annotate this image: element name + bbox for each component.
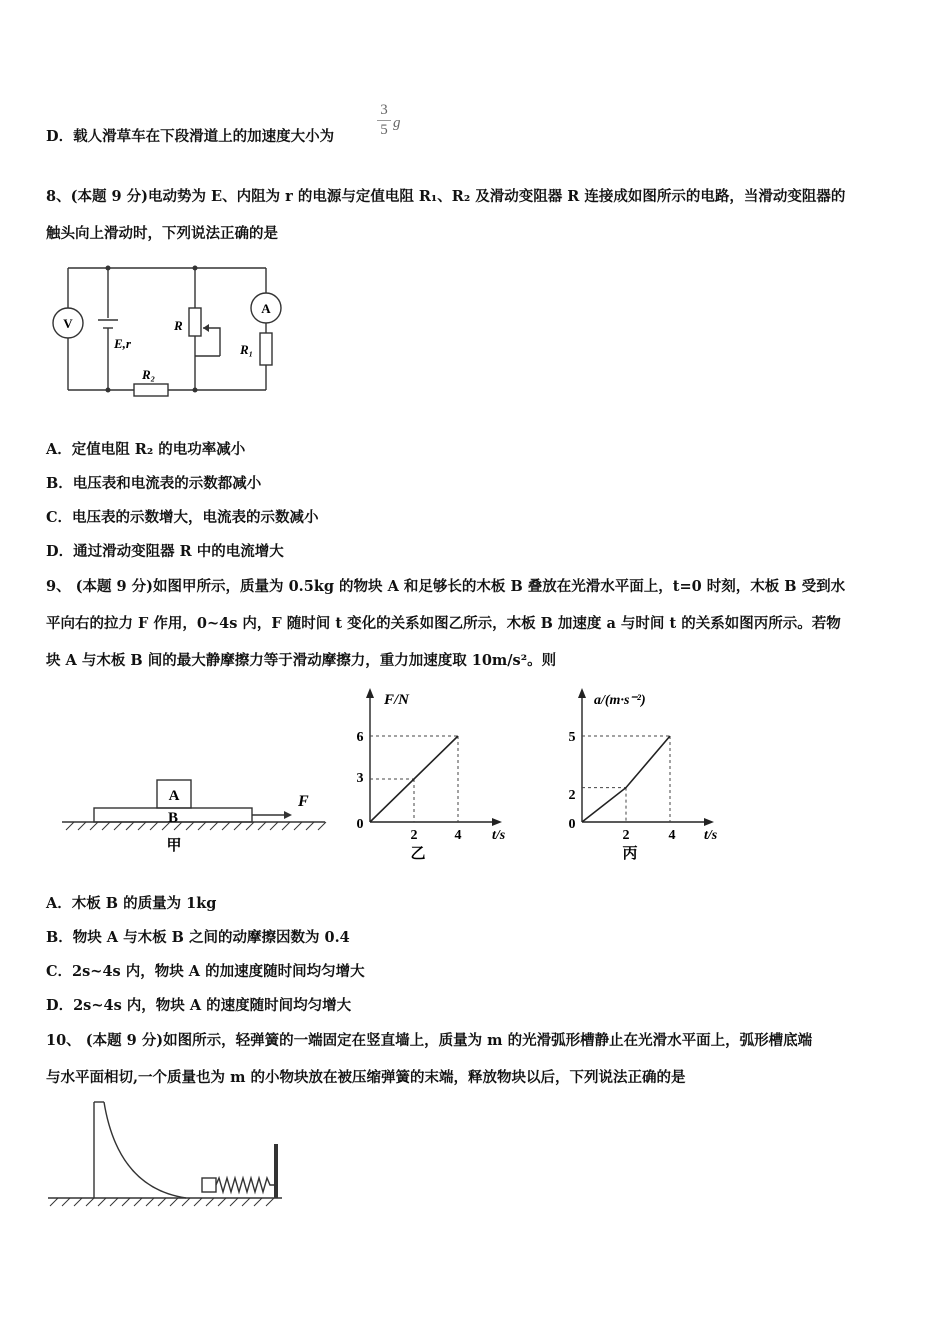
q9-figure-jia [60,770,330,860]
rheostat-label: R [174,318,183,333]
r1-label: R₁ [240,342,254,357]
q8-circuit-diagram [50,262,290,402]
fraction-variable: g [393,115,401,131]
q8-option-b: B．电压表和电流表的示数都减小 [46,475,262,492]
yi-ytick-6: 6 [356,730,364,745]
yi-xtick-2: 2 [410,828,418,843]
q9-stem-line3: 块 A 与木板 B 间的最大静摩擦力等于滑动摩擦力，重力加速度取 10m/s²。则 [46,652,557,669]
bing-origin: 0 [568,817,576,832]
q9-stem-line2: 平向右的拉力 F 作用，0~4s 内，F 随时间 t 变化的关系如图乙所示，木板 B 加速度 a 与时间 t 的关系如图丙所示。若物 [46,615,841,632]
bing-ytick-2: 2 [568,788,576,803]
board-b-label: B [167,810,179,826]
fraction-numerator: 3 [380,102,388,118]
q7-option-d: D．载人滑草车在下段滑道上的加速度大小为 [46,128,335,145]
q8-option-c: C．电压表的示数增大，电流表的示数减小 [46,509,319,526]
bing-xtick-4: 4 [668,828,676,843]
voltmeter-label: V [63,316,73,331]
yi-ytick-3: 3 [356,771,364,786]
q8-stem-line1: 8、(本题 9 分)电动势为 E、内阻为 r 的电源与定值电阻 R₁、R₂ 及滑动变阻器 R 连接成如图所示的电路，当滑动变阻器的 [46,188,846,205]
q8-stem-line2: 触头向上滑动时，下列说法正确的是 [46,225,278,242]
ammeter-label: A [261,301,271,316]
q8-option-a: A．定值电阻 R₂ 的电功率减小 [46,441,246,458]
q9-option-a: A．木板 B 的质量为 1kg [46,895,217,912]
source-label: E,r [114,336,131,351]
fraction-denominator: 5 [380,122,388,138]
q10-stem-line2: 与水平面相切,一个质量也为 m 的小物块放在被压缩弹簧的末端，释放物块以后，下列说法正确的是 [46,1069,686,1086]
q9-chart-yi [340,686,520,866]
q7-fraction [377,102,391,139]
block-a-label: A [168,788,180,804]
q9-option-d: D．2s~4s 内，物块 A 的速度随时间均匀增大 [46,997,352,1014]
bing-xlabel: t/s [704,828,718,843]
q10-diagram [46,1098,286,1210]
caption-yi: 乙 [410,846,426,862]
chart-line-a [582,736,670,822]
force-label: F [298,793,309,810]
bing-ytick-5: 5 [568,730,576,745]
r2-label: R₂ [142,367,156,382]
yi-xlabel: t/s [492,828,506,843]
yi-origin: 0 [356,817,364,832]
caption-bing: 丙 [622,846,638,862]
q8-option-d: D．通过滑动变阻器 R 中的电流增大 [46,543,284,560]
q9-option-c: C．2s~4s 内，物块 A 的加速度随时间均匀增大 [46,963,365,980]
caption-jia: 甲 [166,838,182,854]
bing-ylabel: a/(m·s⁻²) [594,693,646,708]
q10-stem-line1: 10、 (本题 9 分)如图所示，轻弹簧的一端固定在竖直墙上，质量为 m 的光滑弧形槽静止在光滑水平面上，弧形槽底端 [46,1032,813,1049]
q9-option-b: B．物块 A 与木板 B 之间的动摩擦因数为 0.4 [46,929,350,946]
bing-xtick-2: 2 [622,828,630,843]
q9-chart-bing [552,686,742,866]
yi-xtick-4: 4 [454,828,462,843]
yi-ylabel: F/N [384,692,410,708]
q9-stem-line1: 9、 (本题 9 分)如图甲所示，质量为 0.5kg 的物块 A 和足够长的木板 B 叠放在光滑水平面上，t=0 时刻，木板 B 受到水 [46,578,846,595]
